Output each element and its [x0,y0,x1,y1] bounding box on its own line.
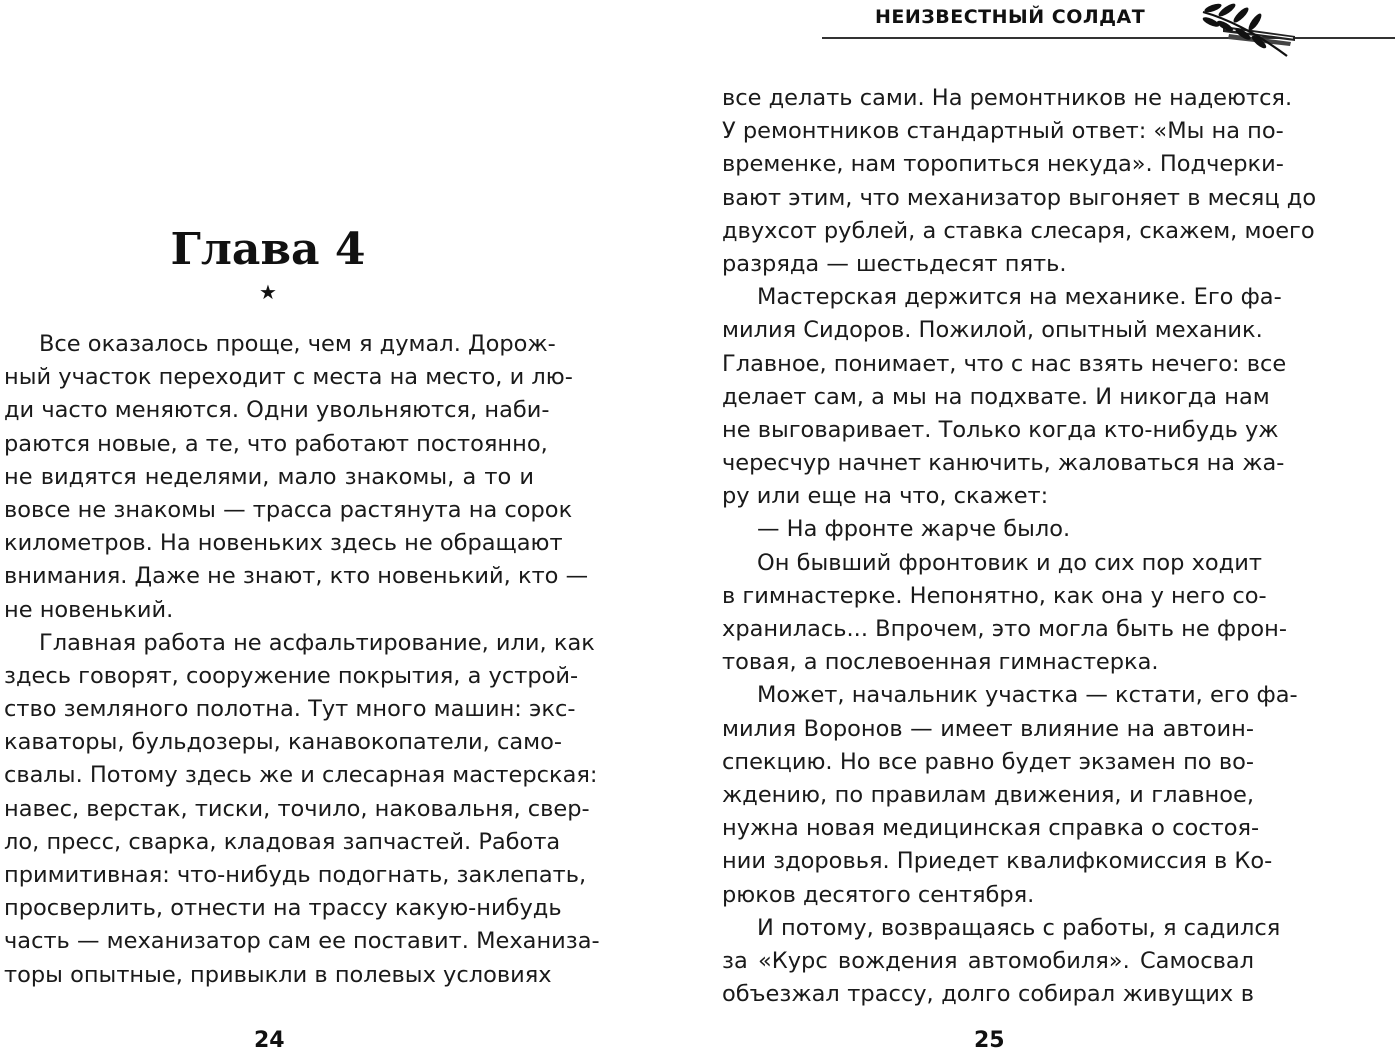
text-line: Мастерская держится на механике. Его фа- [757,284,1282,311]
text-line: милия Воронов — имеет влияние на автоин- [722,715,1254,742]
left-body-text [4,328,600,992]
page-number: 24 [254,1028,285,1053]
text-line: милия Сидоров. Пожилой, опытный механик. [722,317,1263,344]
text-line: И потому, возвращаясь с работы, я садился [757,914,1281,941]
text-line: хранилась... Впрочем, это могла быть не фрон- [722,616,1287,642]
text-line: делает сам, а мы на подхвате. И никогда нам [722,383,1270,410]
text-line: чересчур начнет канючить, жаловаться на жа- [722,450,1285,477]
text-line: ждению, по правилам движения, и главное, [722,781,1254,808]
text-line: У ремонтников стандартный ответ: «Мы на по- [722,118,1284,145]
text-line: не выговаривает. Только когда кто-нибудь уж [722,416,1279,443]
text-line: — На фронте жарче было. [757,516,1071,543]
text-line: внимания. Даже не знают, кто новенький, кто — [4,563,589,590]
text-line: торы опытные, привыкли в полевых условиях [4,961,552,988]
text-line: каваторы, бульдозеры, канавокопатели, само- [4,729,562,756]
text-line: вовсе не знакомы — трасса растянута на сорок [4,496,573,523]
text-line: двухсот рублей, а ставка слесаря, скажем, моего [722,217,1315,244]
text-line: Главная работа не асфальтирование, или, как [39,629,595,656]
text-line: здесь говорят, сооружение покрытия, а устрой- [4,662,579,689]
text-line: за «Курс вождения автомобиля». Самосвал [722,947,1254,974]
text-line: все делать сами. На ремонтников не надеются. [722,85,1293,111]
text-line: километров. На новеньких здесь не обращают [4,530,563,557]
right-page [700,0,1395,1055]
text-line: Все оказалось проще, чем я думал. Дорож- [39,331,556,357]
text-line: раются новые, а те, что работают постоянно, [4,430,548,457]
laurel-branch-icon [1195,0,1300,62]
text-line: в гимнастерке. Непонятно, как она у него со- [722,582,1267,609]
text-line: не видятся неделями, мало знакомы, а то и [4,463,534,490]
left-page [0,0,600,1055]
text-line: вают этим, что механизатор выгоняет в месяц до [722,184,1317,211]
chapter-title: Глава 4 [170,224,366,275]
text-line: разряда — шестьдесят пять. [722,250,1067,277]
text-line: ство земляного полотна. Тут много машин: экс- [4,696,576,723]
text-line: ру или еще на что, скажет: [722,483,1049,510]
text-line: ди часто меняются. Одни увольняются, наби- [4,397,550,424]
running-head-rule [822,37,1395,39]
text-line: Он бывший фронтовик и до сих пор ходит [757,549,1262,576]
text-line: рюков десятого сентября. [722,881,1035,908]
chapter-star-ornament: ★ [259,280,277,304]
text-line: свалы. Потому здесь же и слесарная мастерская: [4,762,598,789]
text-line: просверлить, отнести на трассу какую-нибудь [4,895,562,922]
text-line: ный участок переходит с места на место, и лю- [4,364,573,391]
text-line: Главное, понимает, что с нас взять нечего: все [722,350,1287,377]
text-line: навес, верстак, тиски, точило, наковальня, свер- [4,795,590,822]
text-line: объезжал трассу, долго собирал живущих в [722,981,1254,1008]
text-line: товая, а послевоенная гимнастерка. [722,649,1159,676]
text-line: нии здоровья. Приедет квалифкомиссия в Ко- [722,848,1273,875]
text-line: не новенький. [4,596,174,623]
page-number: 25 [974,1028,1005,1053]
text-line: Может, начальник участка — кстати, его фа- [757,682,1298,709]
text-line: нужна новая медицинская справка о состоя- [722,815,1260,842]
text-line: временке, нам торопиться некуда». Подчерки- [722,151,1284,178]
text-line: примитивная: что-нибудь подогнать, заклепать, [4,862,587,888]
right-body-text [722,82,1317,1011]
text-line: часть — механизатор сам ее поставит. Механиза- [4,928,600,955]
running-head: НЕИЗВЕСТНЫЙ СОЛДАТ [875,6,1146,28]
text-line: спекцию. Но все равно будет экзамен по во- [722,748,1254,775]
text-line: ло, пресс, сварка, кладовая запчастей. Работа [4,828,561,855]
